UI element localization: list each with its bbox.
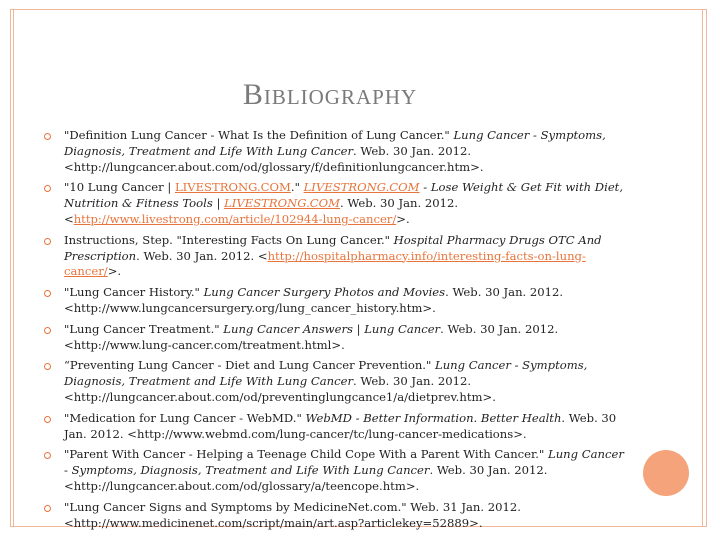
bullet-icon: [44, 290, 51, 297]
citation-link[interactable]: http://www.livestrong.com/article/102944-lung-cancer/: [73, 211, 397, 226]
bibliography-entry: [44, 411, 624, 443]
bibliography-entry: [44, 180, 624, 227]
citation-source-title: Lung Cancer Answers | Lung Cancer: [223, 321, 441, 336]
citation-text: . Web. 30 Jan. 2012. <http://lungcancer.about.com/od/glossary/f/definitionlungcancer.htm>.: [64, 143, 484, 174]
citation-source-title: Hospital Pharmacy Drugs OTC And Prescription: [64, 232, 602, 263]
bibliography-entry: [44, 322, 624, 354]
citation-source-title: WebMD - Better Information. Better Health.: [305, 410, 566, 425]
slide-title: Bibliography: [242, 78, 418, 111]
bullet-icon: [44, 185, 51, 192]
citation-source-title: Lung Cancer Surgery Photos and Movies: [203, 285, 446, 300]
citation-text: "Lung Cancer Treatment.": [64, 321, 224, 336]
bibliography-entry: [44, 233, 624, 280]
bullet-icon: [44, 238, 51, 245]
bibliography-list: [44, 128, 624, 536]
citation-source-title: Lung Cancer - Symptoms, Diagnosis, Treatment and Life With Lung Cancer: [64, 358, 588, 389]
bibliography-entry: [44, 358, 624, 405]
bullet-icon: [44, 363, 51, 370]
citation-link[interactable]: http://hospitalpharmacy.info/interesting-facts-on-lung-cancer/: [64, 248, 586, 279]
citation-source-title: Lung Cancer - Symptoms, Diagnosis, Treatment and Life With Lung Cancer: [64, 447, 624, 478]
citation-text: "Lung Cancer History.": [64, 285, 204, 300]
bibliography-entry: [44, 128, 624, 175]
decorative-circle: [643, 450, 689, 496]
bullet-icon: [44, 505, 51, 512]
citation-text: "Parent With Cancer - Helping a Teenage Child Cope With a Parent With Cancer.": [64, 447, 549, 462]
frame-accent-line-right: [702, 9, 703, 527]
citation-text: "Definition Lung Cancer - What Is the Definition of Lung Cancer.": [64, 128, 454, 142]
citation-text: "Medication for Lung Cancer - WebMD.": [64, 410, 306, 425]
bibliography-entry: [44, 447, 624, 494]
citation-text: Web. 30 Jan. 2012. <http://www.webmd.com/lung-cancer/tc/lung-cancer-medications>.: [64, 410, 617, 441]
citation-text: . Web. 30 Jan. 2012. <: [136, 248, 268, 263]
citation-link[interactable]: LIVESTRONG.COM: [224, 196, 341, 211]
bibliography-entry: [44, 500, 624, 532]
citation-source-title: - Lose Weight & Get Fit with Diet, Nutrition & Fitness Tools |: [64, 180, 624, 211]
citation-text: “Preventing Lung Cancer - Diet and Lung Cancer Prevention.": [64, 358, 435, 373]
citation-text: . Web. 30 Jan. 2012. <http://lungcancer.about.com/od/glossary/a/teencope.htm>.: [64, 463, 548, 493]
bullet-icon: [44, 327, 51, 334]
citation-text: "10 Lung Cancer |: [64, 180, 175, 195]
bibliography-entry: [44, 285, 624, 317]
citation-text: "Lung Cancer Signs and Symptoms by MedicineNet.com." Web. 31 Jan. 2012. <http://www.medicinenet.com/script/main/art.asp?articlekey=52889>.: [64, 499, 521, 530]
bullet-icon: [44, 133, 51, 140]
citation-text: .": [290, 180, 304, 195]
citation-text: . Web. 30 Jan. 2012. <http://www.lung-cancer.com/treatment.html>.: [64, 321, 559, 352]
bullet-icon: [44, 452, 51, 459]
citation-link[interactable]: LIVESTRONG.COM: [174, 180, 291, 195]
citation-text: . Web. 30 Jan. 2012. <: [64, 196, 459, 226]
citation-text: Instructions, Step. "Interesting Facts On Lung Cancer.": [64, 232, 394, 247]
citation-text: >.: [396, 211, 410, 226]
citation-text: . Web. 30 Jan. 2012. <http://lungcancer.about.com/od/preventinglungcance1/a/dietprev.htm>.: [64, 374, 496, 404]
citation-source-title: Lung Cancer - Symptoms, Diagnosis, Treatment and Life With Lung Cancer: [64, 128, 606, 158]
citation-link[interactable]: LIVESTRONG.COM: [303, 180, 420, 195]
citation-text: . Web. 30 Jan. 2012. <http://www.lungcancersurgery.org/lung_cancer_history.htm>.: [64, 285, 564, 315]
bullet-icon: [44, 416, 51, 423]
citation-text: >.: [107, 264, 122, 279]
